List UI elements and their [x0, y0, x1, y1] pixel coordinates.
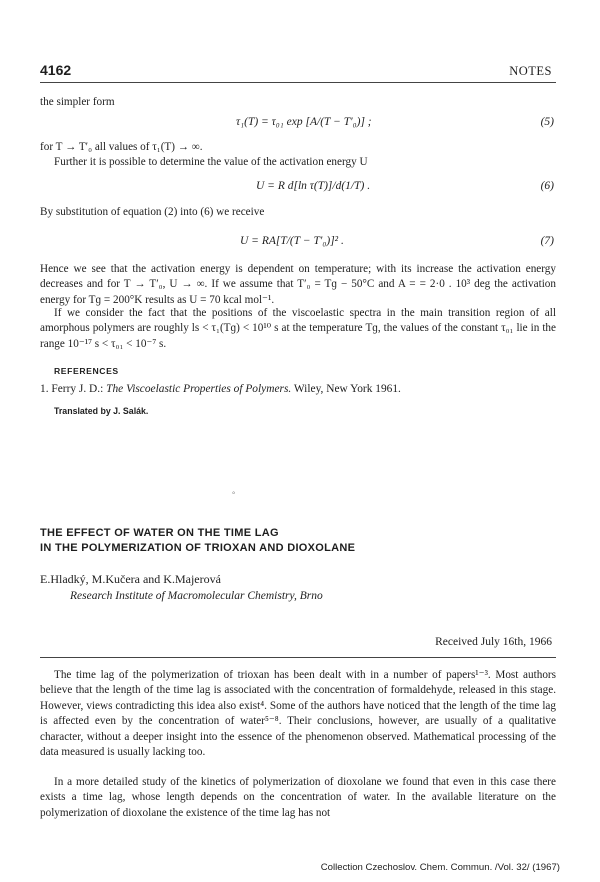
equation-6: U = R d[ln τ(T)]/d(1/T) .	[256, 180, 371, 192]
stray-mark: °	[232, 490, 236, 499]
references-heading: REFERENCES	[54, 366, 119, 376]
article-rule	[40, 657, 556, 658]
equation-7: U = RA[T/(T − T′₀)]² .	[240, 235, 344, 247]
equation-5-number: (5)	[540, 116, 554, 128]
paragraph-viscoelastic: If we consider the fact that the positions of the viscoelastic spectra in the main transition region of all amorphous polymers are roughly ls < τ₁(Tɡ) < 10¹⁰ s at the temperature Tɡ, the values of the constant τ₀₁ lie in the range 10⁻¹⁷ s < τ₀₁ < 10⁻⁷ s.	[40, 307, 556, 350]
translator-credit: Translated by J. Salák.	[54, 406, 149, 416]
reference-title: The Viscoelastic Properties of Polymers.	[106, 383, 292, 395]
journal-footer: Collection Czechoslov. Chem. Commun. /Vol. 32/ (1967)	[320, 862, 560, 873]
article-title-line-1: THE EFFECT OF WATER ON THE TIME LAG	[40, 527, 279, 539]
article-title-line-2: IN THE POLYMERIZATION OF TRIOXAN AND DIOXOLANE	[40, 542, 356, 554]
equation-5: τ₁(T) = τ₀₁ exp [A/(T − T′₀)] ;	[236, 116, 372, 128]
header-rule	[40, 82, 556, 83]
reference-item	[40, 383, 401, 395]
received-date: Received July 16th, 1966	[435, 636, 552, 648]
section-label: NOTES	[509, 64, 552, 78]
article-authors: E.Hladký, M.Kučera and K.Majerová	[40, 572, 221, 586]
reference-author: Ferry J. D.:	[51, 383, 104, 395]
text-limit: for T → T′₀ all values of τ₁(T) → ∞.	[40, 141, 203, 153]
text-simpler-form: the simpler form	[40, 96, 115, 108]
equation-7-number: (7)	[540, 235, 554, 247]
reference-number: 1.	[40, 383, 49, 395]
article-affiliation: Research Institute of Macromolecular Chemistry, Brno	[70, 590, 323, 602]
text-substitution: By substitution of equation (2) into (6) we receive	[40, 206, 265, 218]
equation-6-number: (6)	[540, 180, 554, 192]
article-paragraph-2: In a more detailed study of the kinetics of polymerization of dioxolane we found that even in this case there exists a time lag, whose length depends on the concentration of water. In the available literature on the polymerization of dioxolane the existence of the time lag has not	[40, 776, 556, 819]
page-number: 4162	[40, 62, 72, 78]
text-activation-intro: Further it is possible to determine the value of the activation energy U	[54, 156, 368, 168]
article-paragraph-1: The time lag of the polymerization of trioxan has been dealt with in a number of papers¹⁻³. Most authors believe that the length of the time lag is associated with the concentration of formaldehyde, released in this stage. However, views contradicting this idea also exist⁴. Some of the authors have noticed that the length of the time lag is affected even by the concentration of water⁵⁻⁸. Their conclusions, however, are usually of a qualitative character, without a deeper insight into the essence of the phenomenon observed. Mathematical processing of the data measured is usually lacking too.	[40, 669, 556, 759]
reference-publisher: Wiley, New York 1961.	[293, 383, 401, 395]
paragraph-activation-energy: Hence we see that the activation energy is dependent on temperature; with its increase the activation energy decreases and for T → T′₀, U → ∞. If we assume that T′₀ = Tɡ − 50°C and A = = 2·0 . 10³ deg the activation energy for Tɡ = 200°K results as U = 70 kcal mol⁻¹.	[40, 263, 556, 306]
